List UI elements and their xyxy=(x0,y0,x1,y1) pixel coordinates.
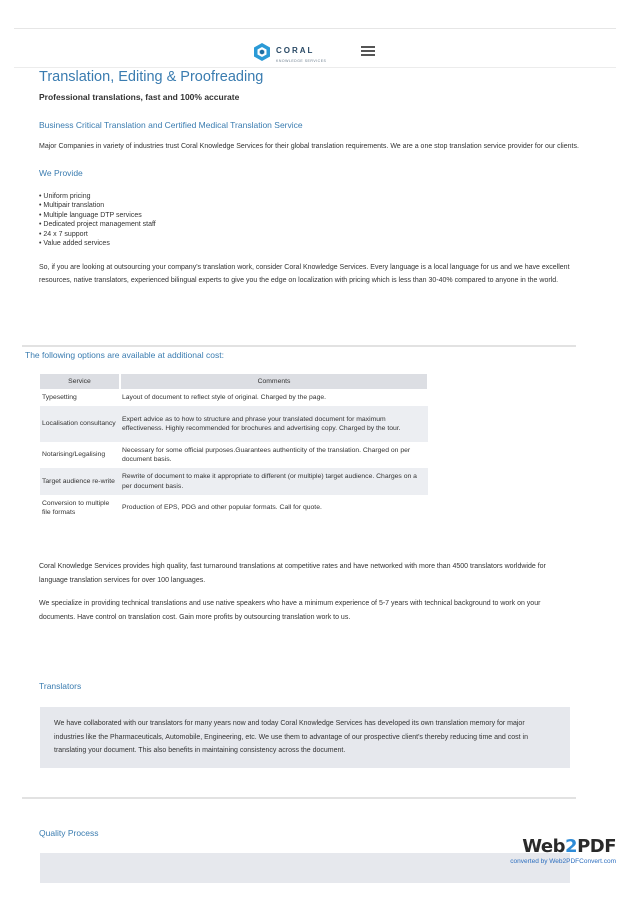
quality-panel xyxy=(40,853,570,883)
table-row xyxy=(40,389,428,406)
section-divider xyxy=(22,345,576,347)
translators-text: We have collaborated with our translators for many years now and today Coral Knowledge Services has developed its own translation memory for major industries like the Pharmaceuticals, Automobile, Engineering, etc. We use them to advantage of our prospective client's thereby reducing time and cost in translating your document. This also benefits in maintaining consistency across the document. xyxy=(54,720,528,754)
table-row xyxy=(40,468,428,495)
service-cell: Target audience re-write xyxy=(40,468,120,495)
service-cell: Notarising/Legalising xyxy=(42,451,106,459)
provide-list xyxy=(39,192,579,249)
outsourcing-paragraph: So, if you are looking at outsourcing your company's translation work, consider Coral Knowledge Services. Every language is a local language for us and we have excellent resources, native translators, experienced bilingual experts to give you the edge on localization with pricing which is less than 30-40% compared to anyone in the world. xyxy=(39,263,570,284)
lead-text: Professional translations, fast and 100% accurate xyxy=(39,92,240,102)
comment-cell: Rewrite of document to make it appropriate to different (or multiple) target audience. Charges on a per document basis. xyxy=(120,468,428,495)
service-subtitle: Business Critical Translation and Certified Medical Translation Service xyxy=(39,120,303,130)
table-row xyxy=(40,442,428,468)
list-item: • Uniform pricing xyxy=(39,192,579,202)
translators-heading: Translators xyxy=(39,681,82,691)
column-header: Comments xyxy=(120,374,428,389)
comment-cell: Expert advice as to how to structure and phrase your translated document for maximum effectiveness. Highly recommended for brochures and advertising copy. Charged by the tour. xyxy=(120,406,428,442)
network-paragraph: Coral Knowledge Services provides high quality, fast turnaround translations at competitive rates and have networked with more than 4500 translators worldwide for language translation services for over 100 languages. xyxy=(39,563,546,584)
comment-cell: Layout of document to reflect style of original. Charged by the page. xyxy=(122,393,327,401)
list-item: • Dedicated project management staff xyxy=(39,220,579,230)
comment-cell: Production of EPS, PDG and other popular formats. Call for quote. xyxy=(122,504,322,512)
service-cell: Conversion to multiple file formats xyxy=(42,499,110,516)
list-item: • 24 x 7 support xyxy=(39,230,579,240)
intro-paragraph: Major Companies in variety of industries trust Coral Knowledge Services for their global translation requirements. We are a one stop translation service provider for our clients. xyxy=(39,143,579,150)
page-title: Translation, Editing & Proofreading xyxy=(39,69,264,85)
web2pdf-logo: Web2PDF xyxy=(522,836,616,857)
column-header: Service xyxy=(40,374,120,389)
specialize-paragraph: We specialize in providing technical translations and use native speakers who have a minimum experience of 5-7 years with technical background to work on your documents. Have control on translation cost. Gain more profits by outsourcing translation work to us. xyxy=(39,600,541,621)
main-content xyxy=(39,68,579,288)
service-cell: Localisation consultancy xyxy=(40,406,120,442)
service-cell: Typesetting xyxy=(42,393,77,401)
list-item: • Multiple language DTP services xyxy=(39,211,579,221)
site-header xyxy=(14,28,616,68)
options-heading: The following options are available at additional cost: xyxy=(25,350,224,360)
provide-heading: We Provide xyxy=(39,167,83,178)
comment-cell: Necessary for some official purposes.Guarantees authenticity of the translation. Charged on per document basis. xyxy=(122,446,411,463)
brand-tagline: KNOWLEDGE SERVICES xyxy=(276,59,327,63)
brand-name: CORAL xyxy=(276,46,315,55)
list-item: • Multipair translation xyxy=(39,201,579,211)
converted-by-link[interactable]: converted by Web2PDFConvert.com xyxy=(510,858,616,865)
hamburger-menu-icon[interactable] xyxy=(361,46,375,56)
table-row xyxy=(40,495,428,521)
quality-heading: Quality Process xyxy=(39,828,99,838)
options-table xyxy=(40,374,429,521)
brand-logo[interactable] xyxy=(254,40,326,63)
coral-logo-icon xyxy=(254,43,270,61)
web2pdf-badge[interactable] xyxy=(510,836,616,865)
section-divider xyxy=(22,797,576,799)
translators-panel xyxy=(40,707,570,768)
list-item: • Value added services xyxy=(39,239,579,249)
table-row xyxy=(40,406,428,442)
